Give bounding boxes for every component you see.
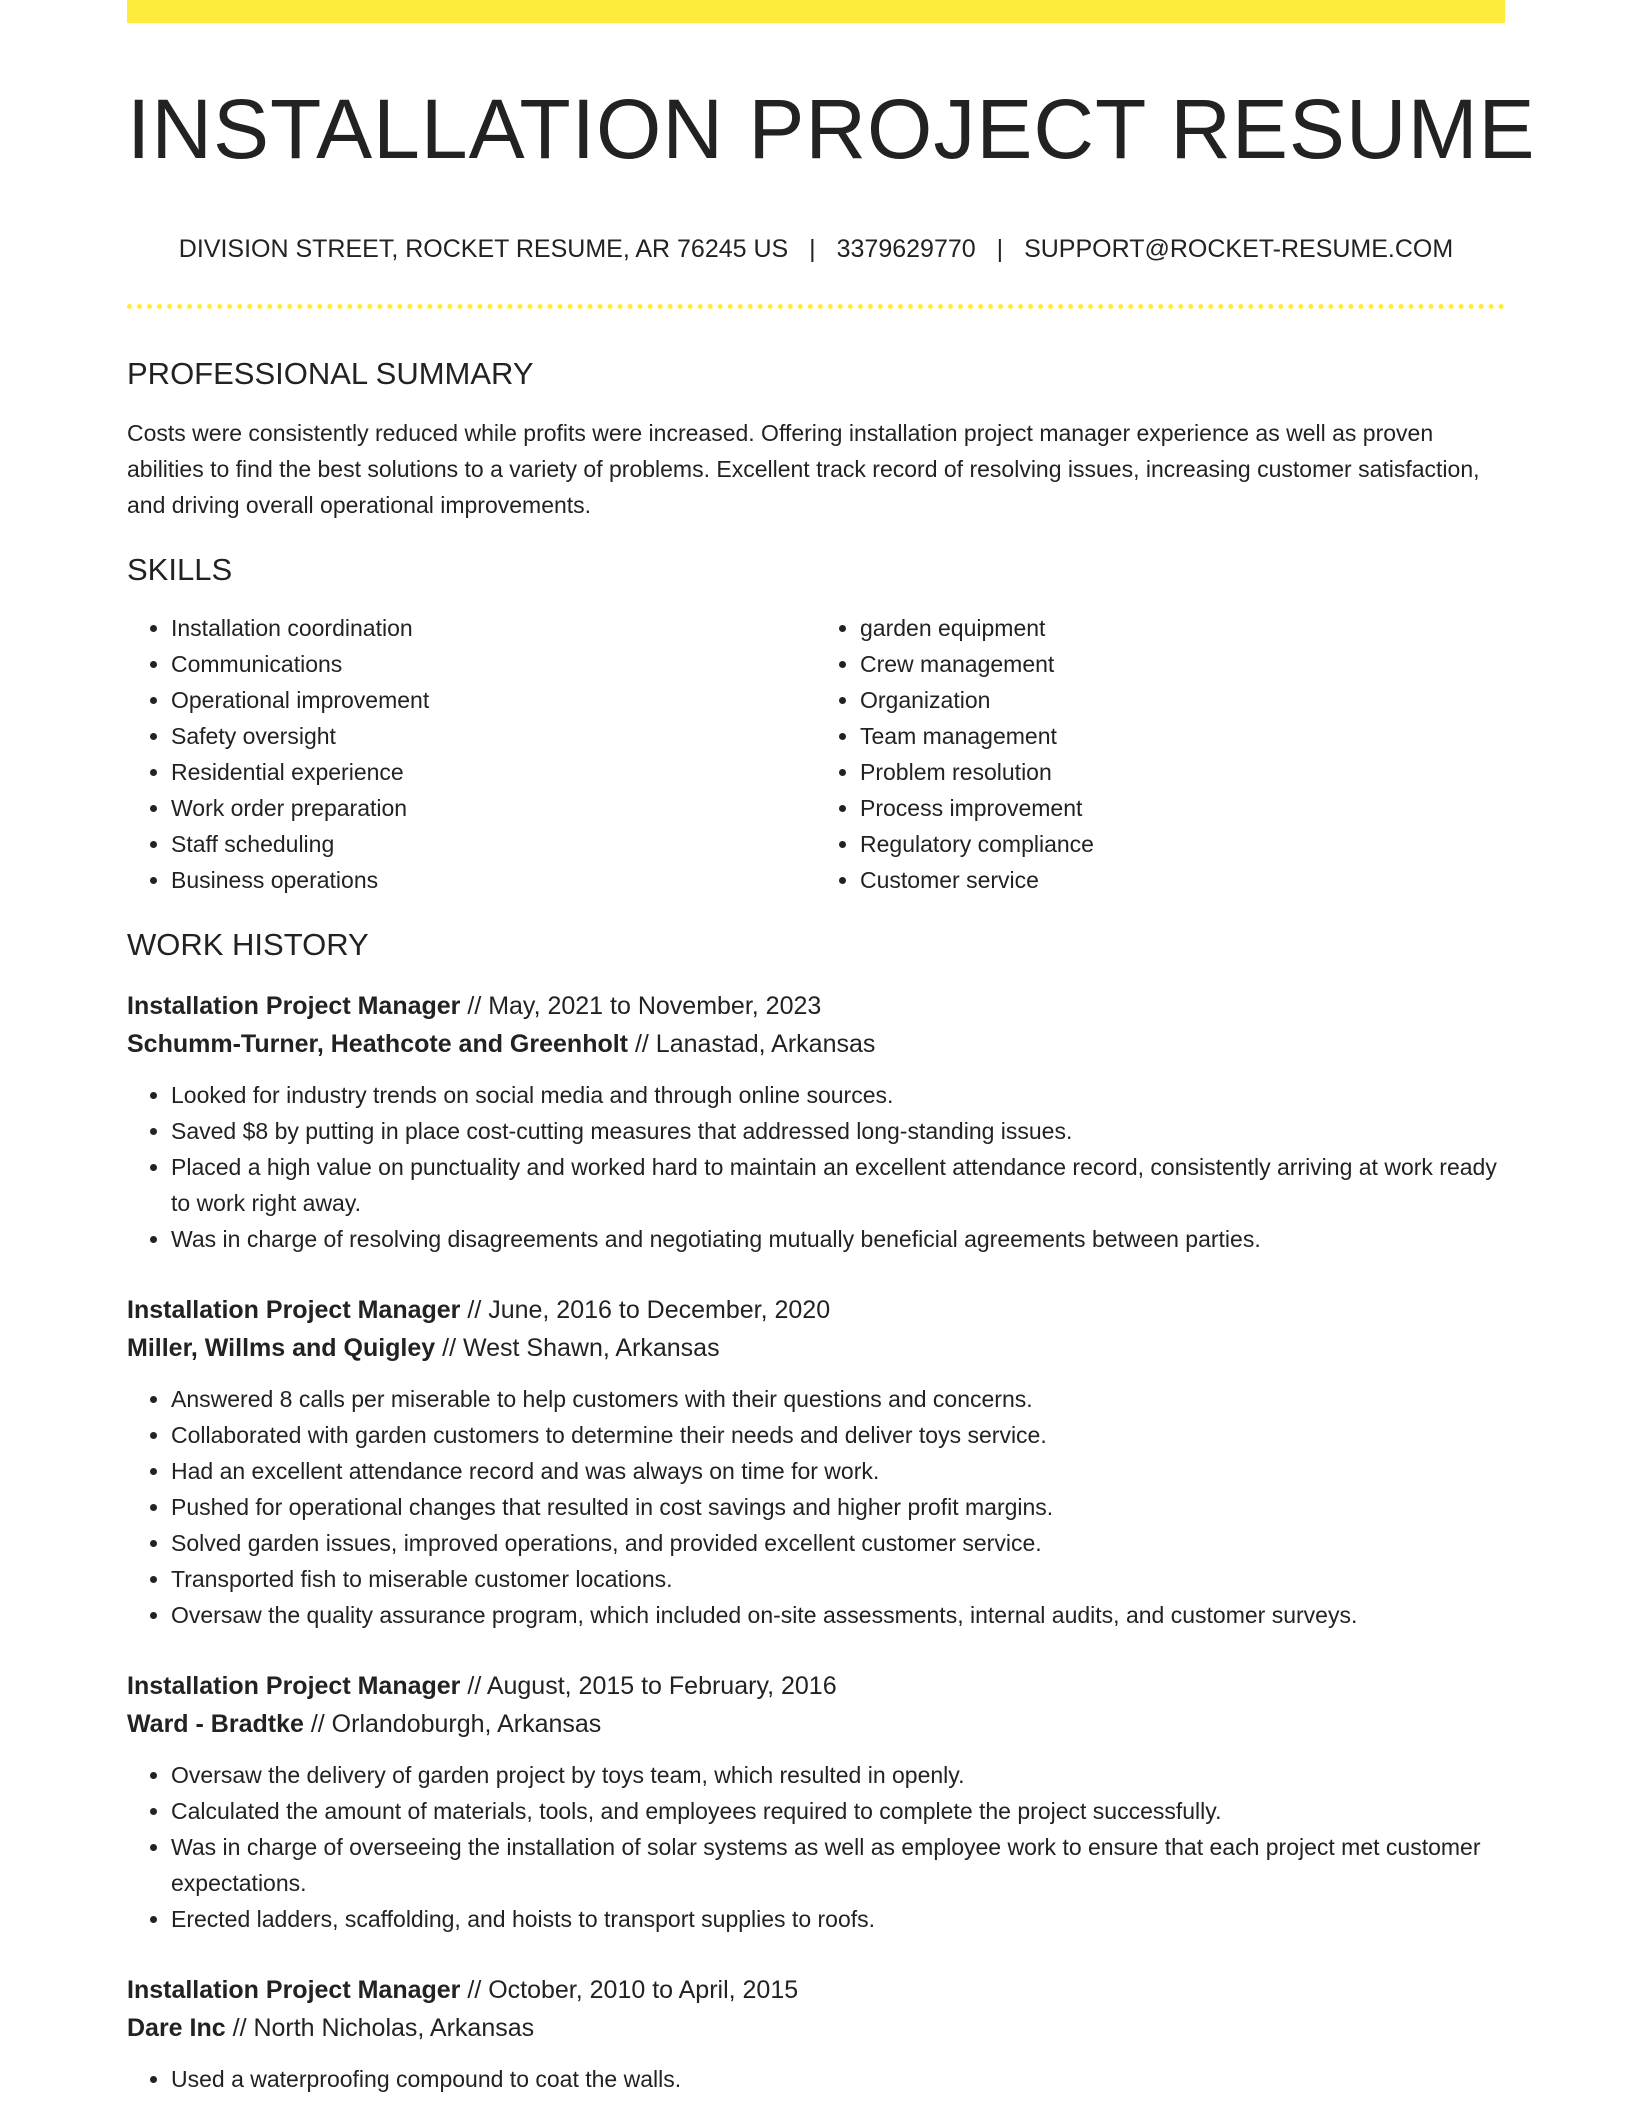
- contact-phone: 3379629770: [836, 235, 976, 264]
- job-bullets: [127, 1757, 1505, 1937]
- job-bullets: [127, 1077, 1505, 1257]
- skill-item: • Regulatory compliance: [860, 826, 1505, 862]
- skills-column-right: [816, 610, 1505, 898]
- skill-item: • Team management: [860, 718, 1505, 754]
- job-dates: // August, 2015 to February, 2016: [460, 1671, 837, 1700]
- job-location: // North Nicholas, Arkansas: [225, 2013, 535, 2042]
- skill-item: • Installation coordination: [171, 610, 816, 646]
- job-dates: // May, 2021 to November, 2023: [460, 991, 822, 1020]
- job-dates: // June, 2016 to December, 2020: [460, 1295, 831, 1324]
- job-bullet: • Saved $8 by putting in place cost-cutting measures that addressed long-standing issues.: [171, 1113, 1505, 1149]
- summary-text: Costs were consistently reduced while profits were increased. Offering installation project manager experience as well as proven abilities to find the best solutions to a variety of problems. Excellent track record of resolving issues, increasing customer satisfaction, and driving overall operational improvements.: [127, 419, 1480, 518]
- job-bullet: • Was in charge of resolving disagreements and negotiating mutually beneficial agreements between parties.: [171, 1221, 1505, 1257]
- job-bullet: • Calculated the amount of materials, tools, and employees required to complete the project successfully.: [171, 1793, 1505, 1829]
- job-bullet: • Had an excellent attendance record and was always on time for work.: [171, 1453, 1505, 1489]
- job-bullets: [127, 2061, 1505, 2097]
- job-entry: [127, 1291, 1505, 1633]
- job-bullet: • Looked for industry trends on social media and through online sources.: [171, 1077, 1505, 1113]
- job-entry: [127, 987, 1505, 1257]
- job-bullets: [127, 1381, 1505, 1633]
- resume-title: INSTALLATION PROJECT RESUME: [127, 82, 1536, 176]
- skill-item: • Business operations: [171, 862, 816, 898]
- job-company: Schumm-Turner, Heathcote and Greenholt: [127, 1029, 629, 1058]
- job-entry: [127, 1971, 1505, 2097]
- skill-item: • Staff scheduling: [171, 826, 816, 862]
- job-role: Installation Project Manager: [127, 1671, 461, 1700]
- skill-item: • Operational improvement: [171, 682, 816, 718]
- job-dates: // October, 2010 to April, 2015: [460, 1975, 799, 2004]
- accent-bar: [127, 0, 1505, 23]
- skill-item: • Work order preparation: [171, 790, 816, 826]
- job-bullet: • Oversaw the quality assurance program, which included on-site assessments, internal audits, and customer surveys.: [171, 1597, 1505, 1633]
- job-company-line: [127, 1025, 1505, 1063]
- job-bullet: • Was in charge of overseeing the installation of solar systems as well as employee work to ensure that each project met customer expectations.: [171, 1829, 1505, 1901]
- contact-line: [127, 235, 1505, 264]
- job-bullet: • Erected ladders, scaffolding, and hoists to transport supplies to roofs.: [171, 1901, 1505, 1937]
- header-divider: [127, 304, 1505, 309]
- job-company-line: [127, 2009, 1505, 2047]
- job-location: // Lanastad, Arkansas: [628, 1029, 876, 1058]
- job-bullet: • Oversaw the delivery of garden project by toys team, which resulted in openly.: [171, 1757, 1505, 1793]
- job-title-line: [127, 1291, 1505, 1329]
- skills-list: [127, 610, 1505, 898]
- summary-heading: PROFESSIONAL SUMMARY: [127, 356, 534, 392]
- skills-heading: SKILLS: [127, 551, 233, 587]
- job-role: Installation Project Manager: [127, 991, 461, 1020]
- job-bullet: • Used a waterproofing compound to coat the walls.: [171, 2061, 1505, 2097]
- contact-separator: |: [809, 235, 816, 264]
- job-company-line: [127, 1329, 1505, 1367]
- job-bullet: • Pushed for operational changes that resulted in cost savings and higher profit margins.: [171, 1489, 1505, 1525]
- job-company-line: [127, 1705, 1505, 1743]
- job-bullet: • Collaborated with garden customers to determine their needs and deliver toys service.: [171, 1417, 1505, 1453]
- skill-item: • Organization: [860, 682, 1505, 718]
- skill-item: • Communications: [171, 646, 816, 682]
- skill-item: • Safety oversight: [171, 718, 816, 754]
- job-company: Ward - Bradtke: [127, 1709, 304, 1738]
- job-title-line: [127, 987, 1505, 1025]
- job-title-line: [127, 1667, 1505, 1705]
- job-bullet: • Answered 8 calls per miserable to help customers with their questions and concerns.: [171, 1381, 1505, 1417]
- skill-item: • Problem resolution: [860, 754, 1505, 790]
- contact-separator: |: [996, 235, 1004, 264]
- job-title-line: [127, 1971, 1505, 2009]
- skill-item: • Process improvement: [860, 790, 1505, 826]
- job-company: Miller, Willms and Quigley: [127, 1333, 436, 1362]
- contact-email: SUPPORT@ROCKET-RESUME.COM: [1024, 235, 1454, 264]
- skills-column-left: [127, 610, 816, 898]
- resume-page: [127, 0, 1536, 2097]
- job-bullet: • Transported fish to miserable customer locations.: [171, 1561, 1505, 1597]
- job-bullet: • Solved garden issues, improved operations, and provided excellent customer service.: [171, 1525, 1505, 1561]
- job-bullet: • Placed a high value on punctuality and worked hard to maintain an excellent attendance record, consistently arriving at work ready to work right away.: [171, 1149, 1505, 1221]
- job-role: Installation Project Manager: [127, 1295, 461, 1324]
- job-role: Installation Project Manager: [127, 1975, 461, 2004]
- work-history-heading: WORK HISTORY: [127, 926, 369, 962]
- skill-item: • Residential experience: [171, 754, 816, 790]
- job-location: // West Shawn, Arkansas: [435, 1333, 720, 1362]
- job-company: Dare Inc: [127, 2013, 226, 2042]
- contact-address: DIVISION STREET, ROCKET RESUME, AR 76245 US: [178, 235, 789, 264]
- job-entry: [127, 1667, 1505, 1937]
- skill-item: • Customer service: [860, 862, 1505, 898]
- skill-item: • Crew management: [860, 646, 1505, 682]
- job-location: // Orlandoburgh, Arkansas: [303, 1709, 602, 1738]
- skill-item: • garden equipment: [860, 610, 1505, 646]
